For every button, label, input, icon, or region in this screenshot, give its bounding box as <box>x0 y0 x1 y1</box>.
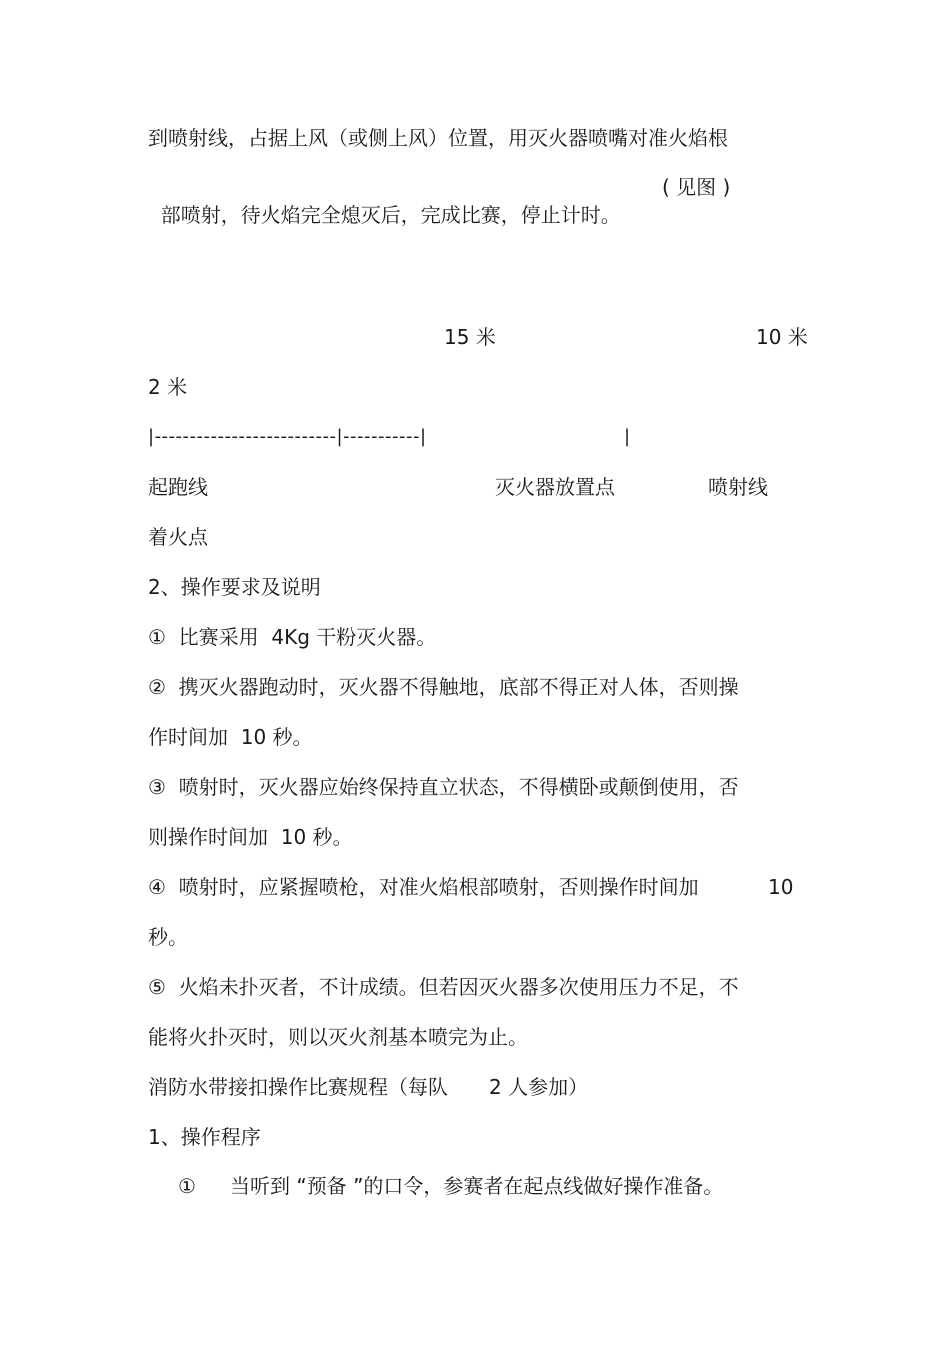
requirement-item-4-number: 10 <box>768 875 794 899</box>
section-2-heading: 2、操作要求及说明 <box>148 575 321 599</box>
intro-line-2 <box>148 173 621 229</box>
hose-item-1-text: 当听到 “预备 ”的口令，参赛者在起点线做好操作准备。 <box>230 1174 724 1198</box>
requirement-item-3-line-1: ③ 喷射时，灭火器应始终保持直立状态，不得横卧或颠倒使用，否 <box>148 775 739 799</box>
start-line-label: 起跑线 <box>148 475 208 499</box>
hose-item-1-marker: ① <box>178 1174 196 1198</box>
requirement-item-5-line-2: 能将火扑灭时，则以灭火剂基本喷完为止。 <box>148 1025 528 1049</box>
requirement-item-3-line-2: 则操作时间加 10 秒。 <box>148 825 353 849</box>
distance-label-15m: 15 米 <box>444 325 496 349</box>
spray-line-label: 喷射线 <box>708 475 768 499</box>
hose-section-title: 消防水带接扣操作比赛规程（每队 <box>148 1075 448 1099</box>
see-figure-note: ( 见图 ) <box>662 175 731 199</box>
intro-line-2-text: 部喷射，待火焰完全熄灭后，完成比赛，停止计时。 <box>160 203 621 227</box>
track-diagram: |--------------------------|-----------| <box>148 426 427 447</box>
distance-label-10m: 10 米 <box>756 325 808 349</box>
requirement-item-2-line-2: 作时间加 10 秒。 <box>148 725 313 749</box>
intro-line-1: 到喷射线，占据上风（或侧上风）位置，用灭火器喷嘴对准火焰根 <box>148 126 728 150</box>
extinguisher-point-label: 灭火器放置点 <box>495 475 615 499</box>
hose-section-title-count: 2 人参加） <box>489 1075 589 1099</box>
fire-point-label: 着火点 <box>148 525 208 549</box>
requirement-item-4-line-1: ④ 喷射时，应紧握喷枪，对准火焰根部喷射，否则操作时间加 <box>148 875 699 899</box>
requirement-item-2-line-1: ② 携灭火器跑动时，灭火器不得触地，底部不得正对人体，否则操 <box>148 675 739 699</box>
requirement-item-1: ① 比赛采用 4Kg 干粉灭火器。 <box>148 625 437 649</box>
hose-section-heading: 1、操作程序 <box>148 1125 261 1149</box>
requirement-item-4-line-2: 秒。 <box>148 925 188 949</box>
track-end-marker: | <box>624 426 631 447</box>
distance-label-2m: 2 米 <box>148 375 188 399</box>
requirement-item-5-line-1: ⑤ 火焰未扑灭者，不计成绩。但若因灭火器多次使用压力不足，不 <box>148 975 739 999</box>
